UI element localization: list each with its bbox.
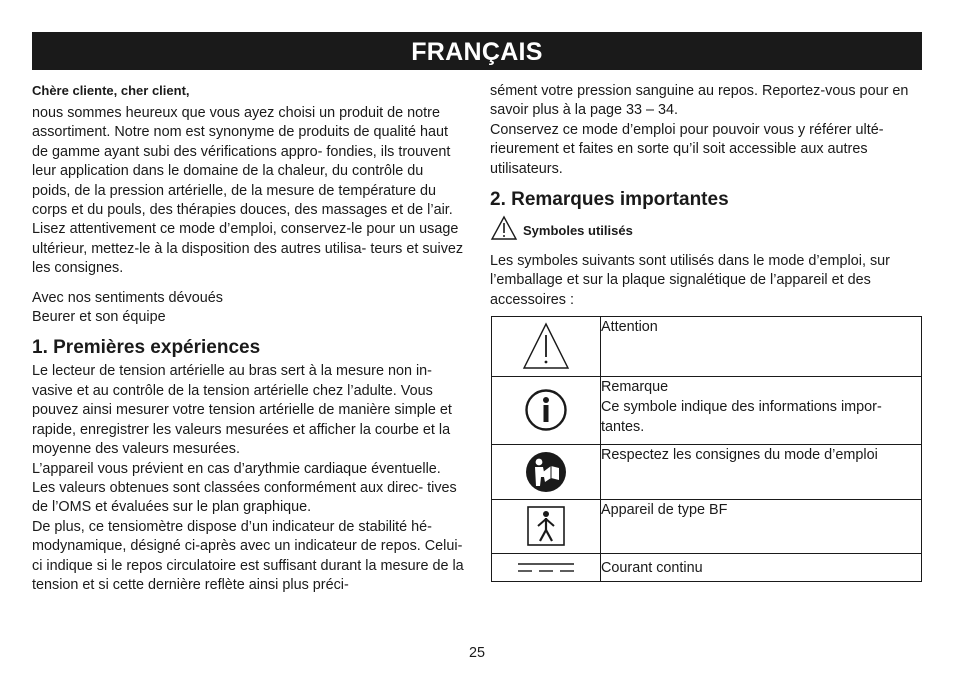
signature-line: Beurer et son équipe: [32, 309, 166, 326]
symbols-table: [491, 316, 922, 582]
symbol-cell: [492, 554, 601, 582]
symbol-description: Remarque Ce symbole indique des informations impor- tantes.: [601, 377, 922, 445]
language-header: [32, 32, 922, 70]
symbols-subheading: [490, 215, 922, 246]
direct-current-icon: [492, 554, 600, 580]
symbol-cell: [492, 377, 601, 445]
type-bf-icon: [492, 500, 600, 552]
right-column: [490, 82, 922, 310]
page-number: 25: [468, 645, 485, 661]
instruction-paragraph: Lisez attentivement ce mode d’emploi, conservez-le pour un usage ultérieur, mettez-le à la disposition des autres utilisa- teurs et suivez les consignes.: [32, 221, 464, 277]
intro-paragraph: nous sommes heureux que vous ayez choisi un produit de notre assortiment. Notre nom est synonyme de produits de qualité haut de gamme ayant subi des vérifications appro- fondies, ils trouvent leur application dans le domaine de la chaleur, du contrôle du poids, de la pression artérielle, de la mesure de température du corps et du pouls, des thérapies douces, des massages et de l’air.: [32, 105, 453, 219]
signoff-line: Avec nos sentiments dévoués: [32, 289, 223, 306]
symbol-description: Appareil de type BF: [601, 500, 922, 554]
continuation-paragraph: sément votre pression sanguine au repos. Reportez-vous pour en savoir plus à la page 33 – 34.: [490, 83, 909, 119]
warning-triangle-icon: [490, 215, 518, 246]
table-row: [492, 445, 922, 500]
greeting: Chère cliente, cher client,: [32, 83, 190, 98]
table-row: [492, 317, 922, 377]
table-row: [492, 377, 922, 445]
section-1-heading: 1. Premières expériences: [32, 337, 261, 359]
left-column: [32, 82, 464, 595]
info-icon: [492, 377, 600, 443]
section-2-heading: 2. Remarques importantes: [490, 189, 729, 211]
symbols-intro: Les symboles suivants sont utilisés dans le mode d’emploi, sur l’emballage et sur la plaque signalétique de l’appareil et des accessoires :: [490, 253, 890, 308]
keep-note-paragraph: Conservez ce mode d’emploi pour pouvoir vous y référer ulté- rieurement et faites en sorte qu’il soit accessible aux autres utilisateurs.: [490, 121, 884, 177]
table-row: [492, 500, 922, 554]
symbol-description: Attention: [601, 317, 922, 377]
page-title: FRANÇAIS: [411, 38, 543, 66]
symbol-description: Courant continu: [601, 554, 922, 582]
symbols-label: Symboles utilisés: [523, 223, 633, 239]
section-1-paragraph-1: Le lecteur de tension artérielle au bras sert à la mesure non in- vasive et au contrôle de la tension artérielle chez l’adulte. Vous pouvez ainsi mesurer votre tension artérielle de manière simple et rapide, enregistrer les valeurs mesurées et afficher la courbe et la moyenne des valeurs mesurées.: [32, 363, 452, 458]
section-1-paragraph-3: De plus, ce tensiomètre dispose d’un indicateur de stabilité hé- modynamique, désigné ci-après avec un indicateur de repos. Celui-ci indique si le repos circulatoire est suffisant durant la mesure de la tension et si cette dernière reflète ainsi plus préci-: [32, 518, 464, 593]
read-manual-icon: [492, 445, 600, 498]
symbol-cell: [492, 445, 601, 500]
symbol-description: Respectez les consignes du mode d’emploi: [601, 445, 922, 500]
section-1-paragraph-2: L’appareil vous prévient en cas d’arythmie cardiaque éventuelle. Les valeurs obtenues sont classées conformément aux direc- tives de l’OMS et évaluées sur le plan graphique.: [32, 460, 457, 516]
warning-triangle-icon: [492, 317, 600, 375]
symbol-cell: [492, 500, 601, 554]
table-row: [492, 554, 922, 582]
symbol-cell: [492, 317, 601, 377]
